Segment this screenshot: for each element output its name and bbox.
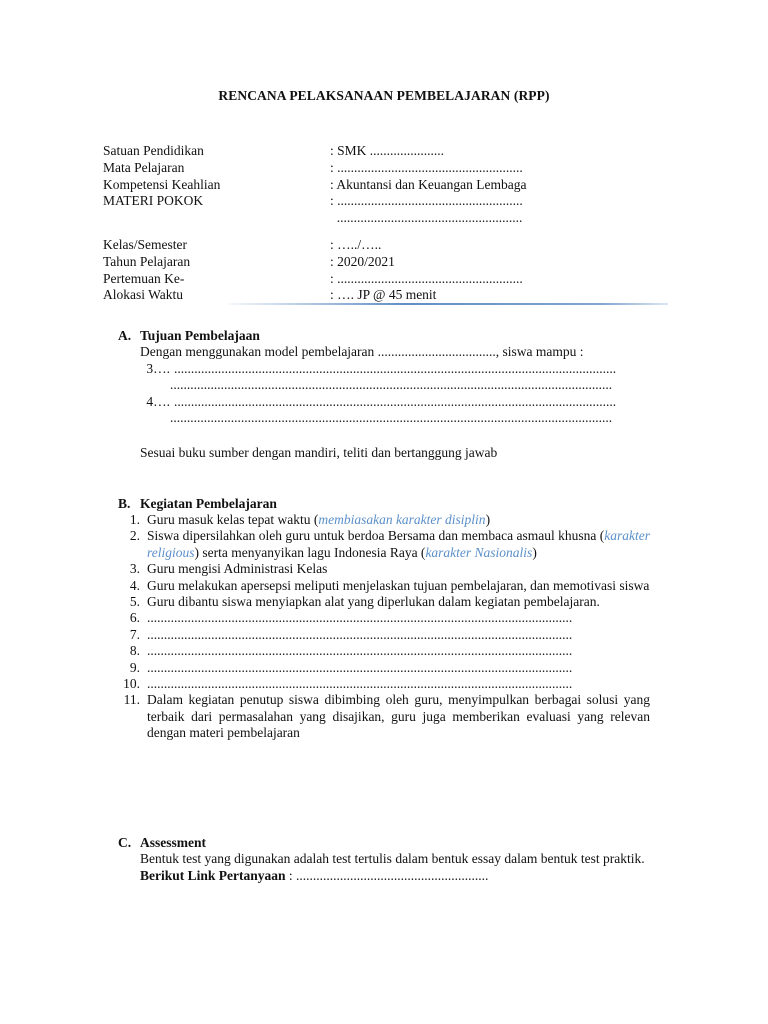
- identity-value: : Akuntansi dan Keuangan Lembaga: [330, 176, 527, 192]
- identity-row: [103, 287, 660, 304]
- kegiatan-item: [118, 692, 678, 741]
- divider-rule: [228, 303, 668, 305]
- identity-row: [103, 160, 660, 177]
- item-number: 2.: [129, 528, 140, 544]
- item-continuation: ...................................................................................................................................: [170, 410, 613, 426]
- identity-label: Kelas/Semester: [103, 236, 187, 252]
- tujuan-closing: Sesuai buku sumber dengan mandiri, teliti dan bertanggung jawab: [140, 444, 498, 460]
- item-text: Guru mengisi Administrasi Kelas: [147, 561, 328, 577]
- item-number: 7.: [129, 626, 140, 642]
- item-text-mid: ) serta menyanyikan lagu Indonesia Raya (: [194, 544, 426, 560]
- item-text: ...................................................................................................................................: [174, 360, 617, 376]
- item-number: 6.: [129, 610, 140, 626]
- item-number: 11.: [123, 692, 140, 708]
- kegiatan-item: [118, 561, 678, 577]
- item-text: Guru melakukan apersepsi meliputi menjelaskan tujuan pembelajaran, dan memotivasi siswa: [147, 577, 650, 593]
- item-text: ..............................................................................................................................: [147, 626, 573, 642]
- item-number: 8.: [129, 643, 140, 659]
- item-text: ..............................................................................................................................: [147, 659, 573, 675]
- item-text: ..............................................................................................................................: [147, 643, 573, 659]
- identity-row: [103, 177, 660, 194]
- identity-label: Kompetensi Keahlian: [103, 176, 221, 192]
- tujuan-item: [140, 361, 672, 378]
- item-continuation: ...................................................................................................................................: [170, 377, 613, 393]
- item-text: Dalam kegiatan penutup siswa dibimbing oleh guru, menyimpulkan berbagai solusi yang terbaik dari permasalahan yang disajikan, guru juga memberikan evaluasi yang relevan dengan materi pembelajaran: [147, 692, 650, 741]
- karakter-note: membiasakan karakter disiplin: [318, 512, 486, 527]
- identity-value: : .......................................................: [330, 159, 523, 175]
- identity-label: Mata Pelajaran: [103, 159, 185, 175]
- identity-row: [103, 271, 660, 288]
- item-number: 9.: [129, 659, 140, 675]
- identity-label: Tahun Pelajaran: [103, 253, 191, 269]
- kegiatan-item: [118, 512, 678, 528]
- kegiatan-item: [118, 660, 678, 676]
- karakter-note: karakter Nasionalis: [425, 544, 533, 560]
- identity-label: Pertemuan Ke-: [103, 270, 185, 286]
- section-letter: B.: [118, 496, 131, 511]
- section-title: Kegiatan Pembelajaran: [140, 496, 277, 511]
- identity-value: : …../…..: [330, 236, 382, 252]
- identity-value: : .......................................................: [330, 270, 523, 286]
- item-text: Guru masuk kelas tepat waktu (: [147, 512, 319, 527]
- kegiatan-item: [118, 610, 678, 626]
- identity-label: Satuan Pendidikan: [103, 143, 204, 158]
- identity-label: [103, 210, 330, 227]
- kegiatan-item: [118, 528, 678, 561]
- identity-value: : 2020/2021: [330, 253, 395, 269]
- section-kegiatan: [118, 495, 678, 742]
- section-title: Assessment: [140, 835, 206, 850]
- identity-value: : …. JP @ 45 menit: [330, 287, 437, 303]
- kegiatan-item: [118, 676, 678, 692]
- item-number: 4….: [146, 393, 170, 409]
- identity-row: [103, 143, 660, 160]
- item-number: 4.: [129, 577, 140, 593]
- item-text-post: ): [532, 544, 537, 560]
- identity-value: : SMK ......................: [330, 143, 445, 158]
- link-label: Berikut Link Pertanyaan: [140, 867, 286, 883]
- section-heading: [118, 834, 678, 851]
- identity-value: : .......................................................: [330, 193, 523, 209]
- identity-label: MATERI POKOK: [103, 193, 204, 209]
- item-number: 3.: [129, 561, 140, 577]
- item-number: 10.: [123, 676, 140, 692]
- identity-row: [103, 193, 660, 210]
- section-title: Tujuan Pembelajaan: [140, 328, 260, 343]
- kegiatan-item: [118, 627, 678, 643]
- item-text-mid: ): [485, 512, 491, 527]
- item-number: 1.: [129, 512, 140, 527]
- identity-row: [103, 237, 660, 254]
- kegiatan-item: [118, 643, 678, 659]
- assessment-text: Bentuk test yang digunakan adalah test tertulis dalam bentuk essay dalam bentuk test praktik.: [140, 851, 645, 866]
- tujuan-item: [140, 394, 672, 411]
- identity-row: [103, 254, 660, 271]
- link-value: : .........................................................: [285, 867, 489, 883]
- section-assessment: [118, 834, 678, 884]
- link-line: [140, 868, 670, 885]
- section-tujuan: [118, 327, 678, 462]
- identity-table: [103, 143, 660, 304]
- identity-label: Alokasi Waktu: [103, 287, 184, 303]
- section-heading: [118, 495, 678, 512]
- karakter-note: karakter religious: [147, 528, 650, 560]
- section-letter: A.: [118, 328, 132, 343]
- kegiatan-item: [118, 594, 678, 610]
- item-text: ..............................................................................................................................: [147, 676, 573, 692]
- tujuan-intro: Dengan menggunakan model pembelajaran ..................................., siswa mampu :: [140, 344, 584, 359]
- item-number: 5.: [129, 594, 140, 610]
- identity-row: [103, 210, 660, 227]
- item-text: Siswa dipersilahkan oleh guru untuk berdoa Bersama dan membaca asmaul khusna (: [147, 528, 605, 544]
- kegiatan-item: [118, 578, 678, 594]
- identity-value: .......................................................: [330, 210, 523, 226]
- page-title: RENCANA PELAKSANAAN PEMBELAJARAN (RPP): [218, 88, 550, 103]
- item-text: Guru dibantu siswa menyiapkan alat yang diperlukan dalam kegiatan pembelajaran.: [147, 594, 600, 610]
- section-letter: C.: [118, 835, 132, 850]
- section-heading: [118, 327, 678, 344]
- item-text: ...................................................................................................................................: [174, 393, 617, 409]
- item-number: 3….: [146, 360, 170, 376]
- item-text: ..............................................................................................................................: [147, 610, 573, 626]
